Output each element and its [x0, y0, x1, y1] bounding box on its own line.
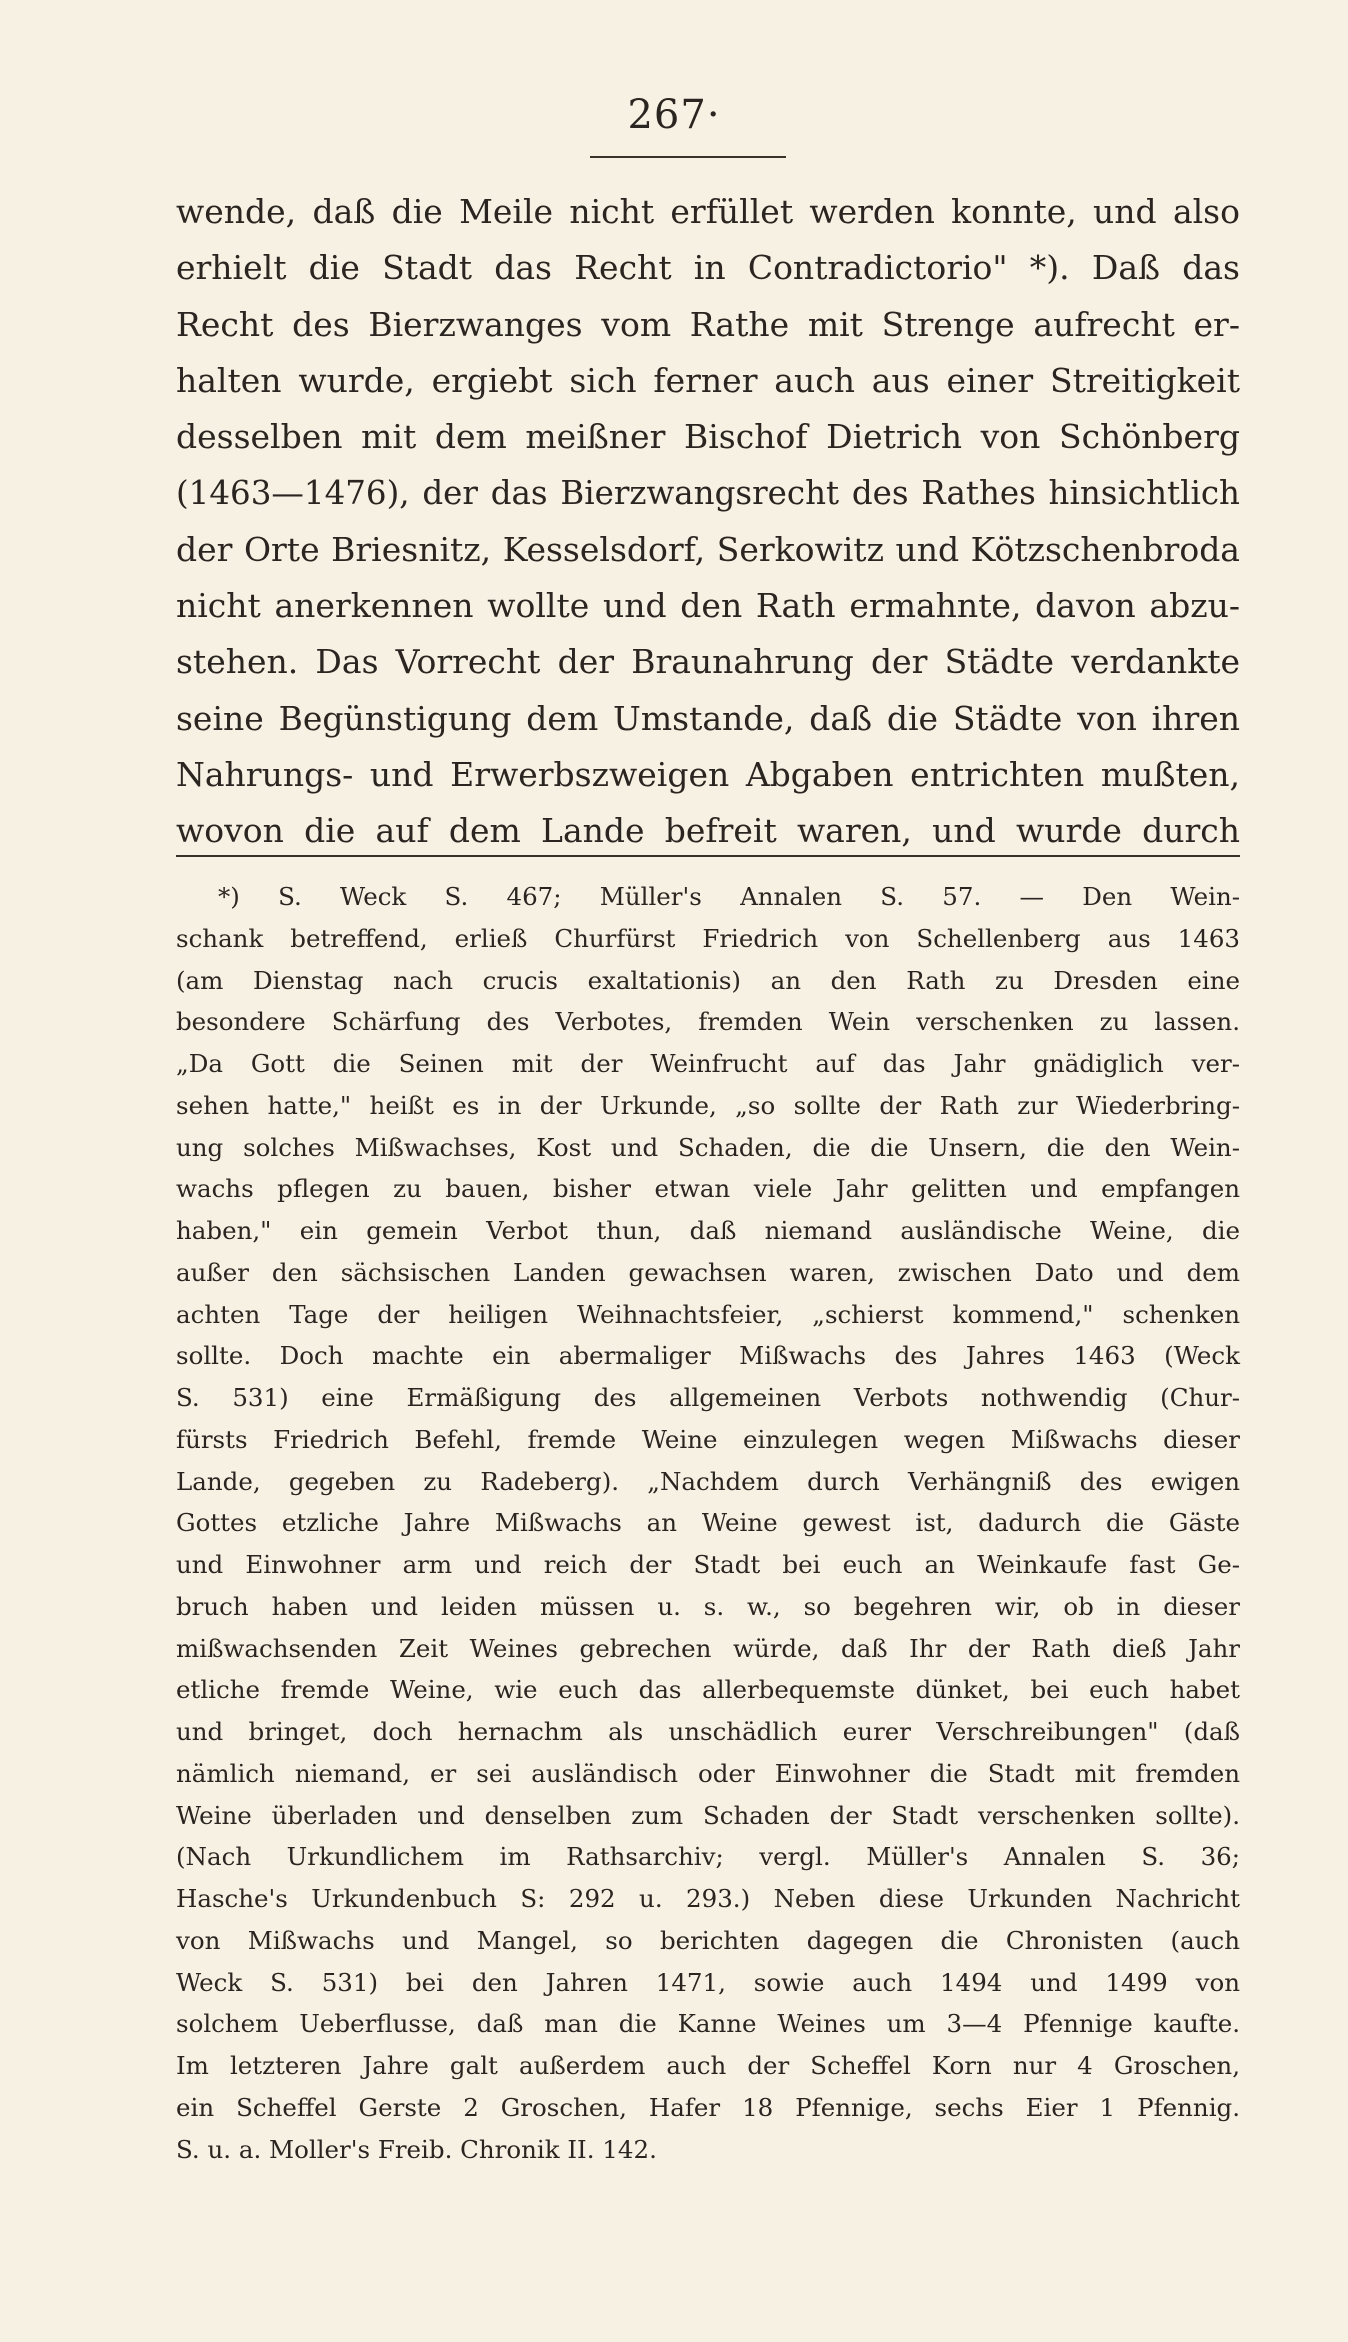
footnote-line: haben," ein gemein Verbot thun, daß niemand ausländische Weine, die [176, 1216, 1240, 1245]
footnote-line: und Einwohner arm und reich der Stadt bei euch an Weinkaufe fast Ge- [176, 1550, 1240, 1579]
footnote-line: (Nach Urkundlichem im Rathsarchiv; vergl. Müller's Annalen S. 36; [176, 1842, 1240, 1872]
footnote-line: von Mißwachs und Mangel, so berichten dagegen die Chronisten (auch [176, 1925, 1240, 1955]
body-line: halten wurde, ergiebt sich ferner auch aus einer Streitigkeit [176, 360, 1240, 400]
footnote-line: nämlich niemand, er sei ausländisch oder Einwohner die Stadt mit fremden [176, 1758, 1240, 1788]
body-line: der Orte Briesnitz, Kesselsdorf, Serkowitz und Kötzschenbroda [176, 529, 1240, 569]
footnote-line: S. u. a. Moller's Freib. Chronik II. 142. [176, 2134, 657, 2164]
footnote-line: Hasche's Urkundenbuch S: 292 u. 293.) Neben diese Urkunden Nachricht [176, 1884, 1240, 1913]
footnote-line: bruch haben und leiden müssen u. s. w., so begehren wir, ob in dieser [176, 1591, 1240, 1621]
footnote-line: Lande, gegeben zu Radeberg). „Nachdem durch Verhängniß des ewigen [176, 1466, 1240, 1496]
footnote-line: mißwachsenden Zeit Weines gebrechen würde, daß Ihr der Rath dieß Jahr [176, 1633, 1240, 1663]
page-number-rule [590, 156, 786, 158]
body-line: (1463—1476), der das Bierzwangsrecht des Rathes hinsichtlich [176, 474, 1240, 513]
body-line: desselben mit dem meißner Bischof Dietrich von Schönberg [176, 417, 1240, 457]
footnote-line: Weck S. 531) bei den Jahren 1471, sowie auch 1494 und 1499 von [176, 1967, 1240, 1997]
body-line: nicht anerkennen wollte und den Rath ermahnte, davon abzu- [176, 586, 1240, 626]
footnote-line: (am Dienstag nach crucis exaltationis) an den Rath zu Dresden eine [176, 965, 1240, 995]
footnote-line: Weine überladen und denselben zum Schaden der Stadt verschenken sollte). [176, 1800, 1240, 1830]
footnote-line: außer den sächsischen Landen gewachsen waren, zwischen Dato und dem [176, 1257, 1240, 1287]
page-number: 267· [627, 92, 721, 138]
footnote-line: S. 531) eine Ermäßigung des allgemeinen Verbots nothwendig (Chur- [176, 1383, 1240, 1412]
footnote-line: ung solches Mißwachses, Kost und Schaden, die die Unsern, die den Wein- [176, 1132, 1240, 1162]
body-text [176, 184, 1240, 860]
footnote-line: schank betreffend, erließ Churfürst Friedrich von Schellenberg aus 1463 [176, 923, 1240, 953]
body-line: wovon die auf dem Lande befreit waren, und wurde durch [176, 811, 1240, 851]
footnote-separator [176, 855, 1240, 857]
body-line: wende, daß die Meile nicht erfüllet werden konnte, und also [176, 192, 1240, 231]
body-line: Recht des Bierzwanges vom Rathe mit Strenge aufrecht er- [176, 304, 1240, 344]
footnote [176, 876, 1240, 2170]
body-line: Nahrungs- und Erwerbszweigen Abgaben entrichten mußten, [176, 754, 1240, 794]
footnote-line: sehen hatte," heißt es in der Urkunde, „so sollte der Rath zur Wiederbring- [176, 1090, 1240, 1120]
footnote-line: Gottes etzliche Jahre Mißwachs an Weine gewest ist, dadurch die Gäste [176, 1508, 1240, 1538]
footnote-line: ein Scheffel Gerste 2 Groschen, Hafer 18 Pfennige, sechs Eier 1 Pfennig. [176, 2092, 1240, 2122]
footnote-line: besondere Schärfung des Verbotes, fremden Wein verschenken zu lassen. [176, 1007, 1240, 1037]
footnote-line: und bringet, doch hernachm als unschädlich eurer Verschreibungen" (daß [176, 1717, 1240, 1746]
footnote-line: solchem Ueberflusse, daß man die Kanne Weines um 3—4 Pfennige kaufte. [176, 2009, 1240, 2039]
footnote-line: „Da Gott die Seinen mit der Weinfrucht auf das Jahr gnädiglich ver- [176, 1049, 1240, 1078]
body-line: seine Begünstigung dem Umstande, daß die Städte von ihren [176, 698, 1240, 738]
footnote-line: sollte. Doch machte ein abermaliger Mißwachs des Jahres 1463 (Weck [176, 1341, 1240, 1371]
footnote-line: etliche fremde Weine, wie euch das allerbequemste dünket, bei euch habet [176, 1675, 1240, 1705]
footnote-line: achten Tage der heiligen Weihnachtsfeier, „schierst kommend," schenken [176, 1299, 1240, 1329]
footnote-line: *) S. Weck S. 467; Müller's Annalen S. 57. — Den Wein- [218, 882, 1240, 911]
footnote-line: wachs pflegen zu bauen, bisher etwan viele Jahr gelitten und empfangen [176, 1174, 1240, 1204]
body-line: erhielt die Stadt das Recht in Contradictorio" *). Daß das [176, 248, 1240, 288]
body-line: stehen. Das Vorrecht der Braunahrung der Städte verdankte [176, 642, 1240, 682]
footnote-line: Im letzteren Jahre galt außerdem auch der Scheffel Korn nur 4 Groschen, [176, 2051, 1240, 2080]
footnote-line: fürsts Friedrich Befehl, fremde Weine einzulegen wegen Mißwachs dieser [176, 1424, 1240, 1454]
